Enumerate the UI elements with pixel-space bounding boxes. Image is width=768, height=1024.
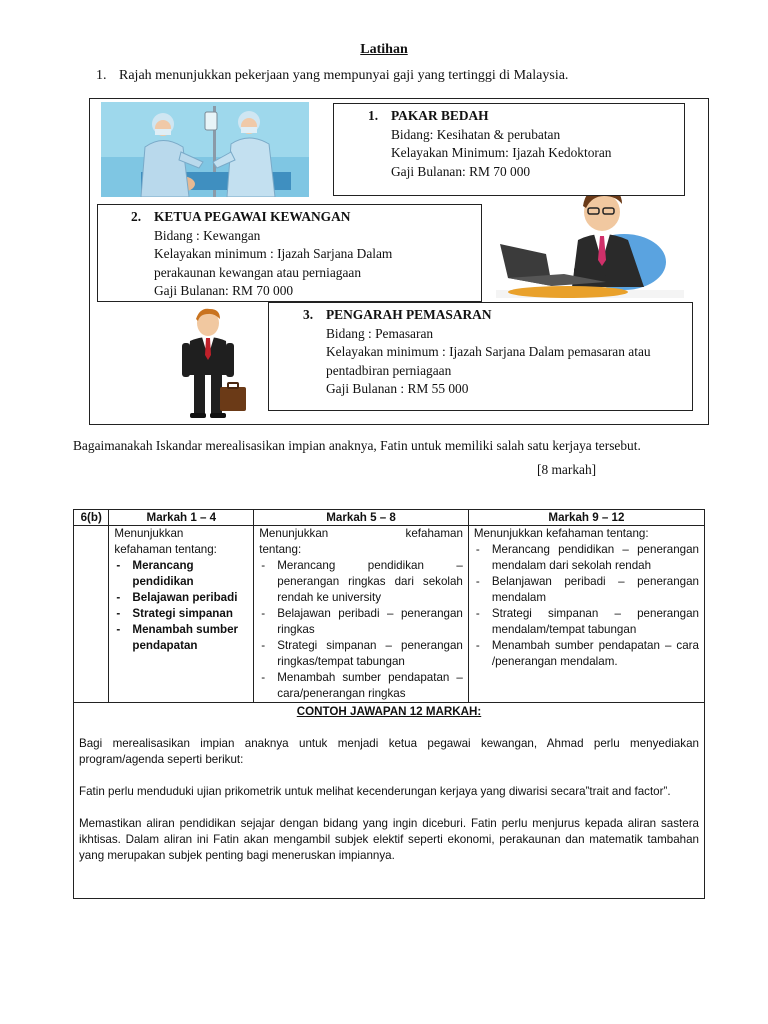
marks-allocation: [8 markah] bbox=[537, 462, 597, 477]
job-qualification-cont: perakaunan kewangan atau perniagaan bbox=[154, 264, 362, 280]
businessman-laptop-illustration bbox=[494, 182, 686, 300]
question-text: Rajah menunjukkan pekerjaan yang mempunyai gaji yang tertinggi di Malaysia. bbox=[119, 68, 569, 83]
band-1-item: - Strategi simpanan bbox=[114, 606, 248, 622]
job-box-surgeon bbox=[333, 103, 685, 196]
band-3-intro: Menunjukkan kefahaman tentang: bbox=[473, 527, 649, 540]
rubric-band-3-cell bbox=[468, 526, 704, 703]
job-qualification: Kelayakan minimum : Ijazah Sarjana Dalam bbox=[154, 246, 393, 261]
band-2-item: - Menambah sumber pendapatan – cara/penerangan ringkas bbox=[259, 670, 463, 702]
rubric-empty-cell bbox=[74, 526, 109, 703]
job-qualification-cont: pentadbiran perniagaan bbox=[326, 362, 452, 378]
job-salary: Gaji Bulanan: RM 70 000 bbox=[391, 163, 531, 179]
job-number: 3. bbox=[303, 307, 314, 322]
job-title: KETUA PEGAWAI KEWANGAN bbox=[154, 209, 351, 224]
sample-answer-paragraph: Bagi merealisasikan impian anaknya untuk menjadi ketua pegawai kewangan, Ahmad perlu menyediakan program/agenda seperti berikut: bbox=[79, 737, 699, 766]
job-title: PAKAR BEDAH bbox=[391, 108, 489, 123]
band-3-item: - Strategi simpanan – penerangan mendalam/tempat tabungan bbox=[474, 606, 699, 638]
job-number: 1. bbox=[368, 108, 379, 123]
job-qualification: Kelayakan Minimum: Ijazah Kedoktoran bbox=[391, 145, 612, 160]
band-1-item: - Belajawan peribadi bbox=[114, 590, 248, 606]
sample-answer-paragraph: Fatin perlu menduduki ujian prikometrik untuk melihat kecenderungan kerjaya yang diwarisi secara”trait and factor”. bbox=[79, 785, 671, 798]
page-title: Latihan bbox=[360, 42, 408, 57]
rubric-header-band-1: Markah 1 – 4 bbox=[109, 510, 254, 526]
rubric-criteria-row bbox=[74, 526, 705, 703]
band-3-item: - Belanjawan peribadi – penerangan mendalam bbox=[474, 574, 699, 606]
job-number: 2. bbox=[131, 209, 142, 224]
job-salary: Gaji Bulanan: RM 70 000 bbox=[154, 283, 294, 298]
job-box-marketing-director bbox=[268, 302, 693, 411]
sample-answer-cell bbox=[74, 703, 705, 899]
band-2-intro: Menunjukkan kefahaman bbox=[259, 527, 463, 540]
rubric-band-2-cell bbox=[254, 526, 469, 703]
band-1-intro: Menunjukkan bbox=[114, 527, 184, 540]
sample-answer-paragraph: Memastikan aliran pendidikan sejajar dengan bidang yang ingin diceburi. Fatin perlu menjurus kepada aliran sastera ikhtisas. Dalam aliran ini Fatin akan mengambil subjek elektif seperti ekonomi, perakaunan dan matematik tambahan yang merupakan subjek penting bagi meneruskan impiannya. bbox=[79, 817, 699, 862]
rubric-header-row bbox=[74, 510, 705, 526]
question-prompt: Bagaimanakah Iskandar merealisasikan impian anaknya, Fatin untuk memiliki salah satu kerjaya tersebut. bbox=[73, 438, 641, 453]
job-salary: Gaji Bulanan : RM 55 000 bbox=[326, 381, 469, 396]
job-field: Bidang: Kesihatan & perubatan bbox=[391, 126, 561, 142]
rubric-question-label: 6(b) bbox=[74, 510, 109, 526]
rubric-header-band-2: Markah 5 – 8 bbox=[254, 510, 469, 526]
band-2-item: - Strategi simpanan – penerangan ringkas/tempat tabungan bbox=[259, 638, 463, 670]
job-qualification: Kelayakan minimum : Ijazah Sarjana Dalam pemasaran atau bbox=[326, 344, 651, 359]
band-2-item: - Belajawan peribadi – penerangan ringkas bbox=[259, 606, 463, 638]
question-1 bbox=[96, 68, 568, 84]
band-1-intro-cont: kefahaman tentang: bbox=[114, 543, 217, 556]
rubric-band-1-cell bbox=[109, 526, 254, 703]
band-1-item: - Merancang pendidikan bbox=[114, 558, 248, 590]
job-box-finance-officer bbox=[97, 204, 482, 302]
marking-rubric-table bbox=[73, 509, 705, 899]
rubric-answer-row bbox=[74, 703, 705, 899]
businessman-briefcase-illustration bbox=[176, 305, 248, 419]
sample-answer-title: CONTOH JAWAPAN 12 MARKAH: bbox=[296, 705, 482, 718]
job-field: Bidang : Pemasaran bbox=[326, 325, 434, 341]
surgeons-illustration bbox=[101, 102, 309, 197]
band-3-item: - Menambah sumber pendapatan – cara /penerangan mendalam. bbox=[474, 638, 699, 670]
band-1-item: - Menambah sumber pendapatan bbox=[114, 622, 248, 654]
band-3-item: - Merancang pendidikan – penerangan mendalam dari sekolah rendah bbox=[474, 542, 699, 574]
rubric-header-band-3: Markah 9 – 12 bbox=[468, 510, 704, 526]
question-number: 1. bbox=[96, 68, 107, 83]
band-2-item: - Merancang pendidikan – penerangan ringkas dari sekolah rendah ke university bbox=[259, 558, 463, 606]
job-field: Bidang : Kewangan bbox=[154, 227, 261, 243]
job-title: PENGARAH PEMASARAN bbox=[326, 307, 492, 322]
band-2-intro-cont: tentang: bbox=[259, 543, 302, 556]
